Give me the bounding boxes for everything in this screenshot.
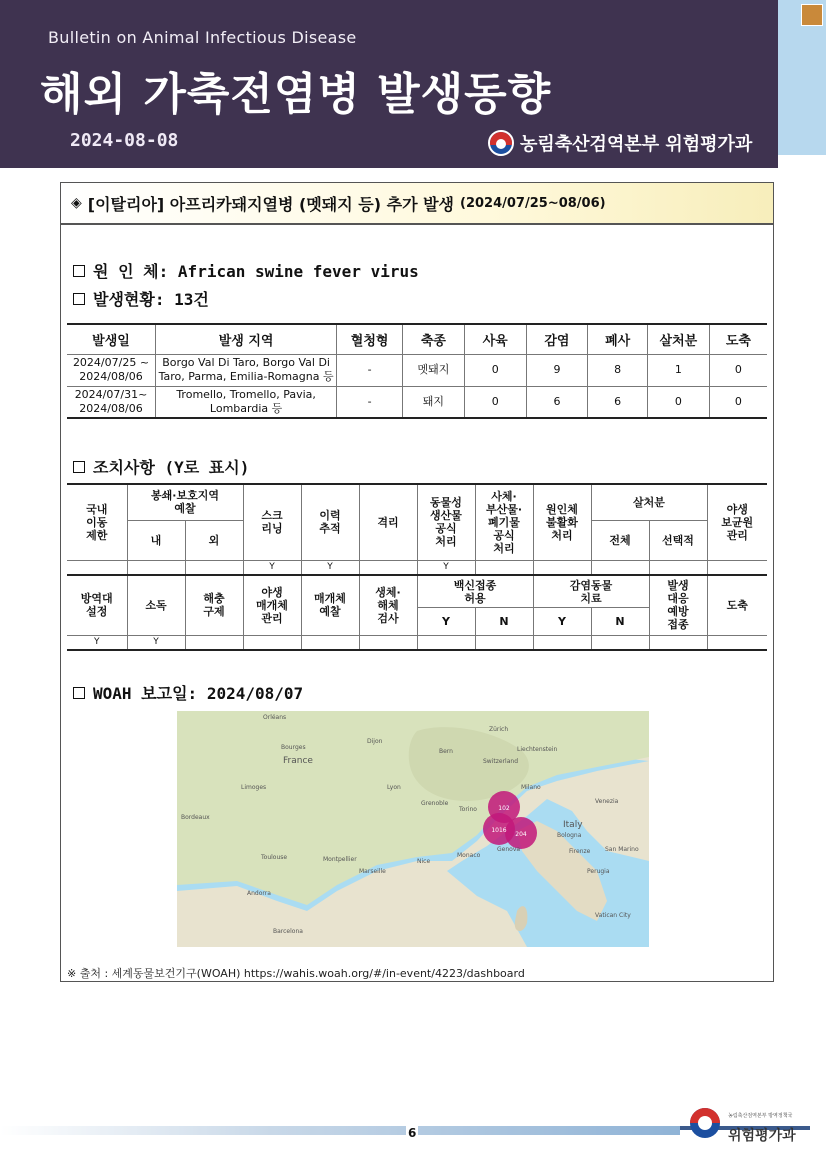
map-label: Torino [459,806,477,813]
measures-table [67,483,767,651]
col-header: 사육 [464,324,526,354]
carcass-header: 사체· 부산물· 폐기물 공식 처리 [475,484,533,560]
report-box [60,182,774,982]
measure-cell [591,635,649,650]
woah-value: 2024/08/07 [206,684,304,703]
measure-cell: Y [67,635,127,650]
cluster-label: 204 [515,831,527,838]
measure-cell [301,635,359,650]
measure-cell [127,560,185,575]
header-corner-square [801,4,823,26]
status-value: 13건 [174,290,209,309]
measure-cell [359,560,417,575]
woah-line [73,681,303,704]
outer-header: 외 [185,520,243,560]
vaccine-n-header: N [475,608,533,635]
zone-header: 방역대 설정 [67,575,127,635]
map-label: Grenoble [421,800,449,807]
treat-n-header: N [591,608,649,635]
measure-cell [475,560,533,575]
map-label: Limoges [241,784,267,791]
infected-cell: 9 [526,354,588,386]
map-label: Nice [417,858,431,865]
cluster-label: 102 [498,805,510,812]
diamond-bullet-icon: ◈ [71,195,82,211]
footer-agency-name: 위험평가과 [728,1128,796,1144]
treat-y-header: Y [533,608,591,635]
treatment-header: 감염동물 치료 [533,575,649,608]
col-header: 발생 지역 [156,324,337,354]
serotype-cell: - [337,354,403,386]
measure-cell [475,635,533,650]
infected-cell: 6 [526,386,588,418]
region-cell: Tromello, Tromello, Pavia, Lombardia 등 [156,386,337,418]
col-header: 도축 [709,324,767,354]
map-label: Bourges [281,744,306,751]
wild-vector-header: 야생 매개체 관리 [243,575,301,635]
date-cell: 2024/07/25 ~ 2024/08/06 [67,354,156,386]
measure-cell [533,560,591,575]
measure-cell [591,560,649,575]
map-label: San Marino [605,846,639,853]
status-label: 발생현황: [93,290,165,309]
measure-cell [417,635,475,650]
inner-header: 내 [127,520,185,560]
page-number: 6 [408,1126,417,1140]
slaughtered-cell: 0 [709,386,767,418]
bio-inspection-header: 생체· 해체 검사 [359,575,417,635]
map-label: Lyon [387,784,401,791]
checkbox-square-icon [73,293,85,305]
col-header: 발생일 [67,324,156,354]
section-date-range: (2024/07/25~08/06) [460,195,606,211]
woah-label: WOAH 보고일: [93,684,198,703]
culled-cell: 0 [648,386,710,418]
table-row [67,386,767,418]
prevention-header: 발생 대응 예방 접종 [649,575,707,635]
disinfect-header: 소독 [127,575,185,635]
map-label: Marseille [359,868,386,875]
col-header: 축종 [403,324,465,354]
map-label: Barcelona [273,928,303,935]
measure-cell: Y [301,560,359,575]
vaccine-header: 백신접종 허용 [417,575,533,608]
measure-cell [649,560,707,575]
section-title-bar [61,183,773,225]
cull-selective-header: 선택적 [649,520,707,560]
measures-label: 조치사항 (Y로 표시) [93,458,250,477]
vector-surveillance-header: 매개체 예찰 [301,575,359,635]
map-label: Perugia [587,868,610,875]
col-header: 폐사 [588,324,648,354]
map-label: Bern [439,748,453,755]
table-header-row [67,484,767,520]
measure-cell: Y [417,560,475,575]
status-line [73,287,209,310]
source-footnote: ※ 출처 : 세계동물보건기구(WOAH) https://wahis.woah.org/#/in-event/4223/dashboard [67,967,525,980]
bulletin-date: 2024-08-08 [70,130,179,151]
containment-header: 봉쇄·보호지역 예찰 [127,484,243,520]
culled-cell: 1 [648,354,710,386]
pathogen-value: African swine fever virus [177,262,419,281]
taegeuk-logo-icon [488,130,514,156]
map-label: Vatican City [595,912,631,919]
table-row [67,635,767,650]
footer-agency-sub: 농림축산검역본부 방역정책국 [728,1113,793,1119]
map-label: Dijon [367,738,383,745]
bulletin-subtitle: Bulletin on Animal Infectious Disease [48,28,357,47]
serotype-cell: - [337,386,403,418]
footer-logo-icon [690,1108,720,1138]
measure-cell [359,635,417,650]
map-label: Orléans [263,714,287,721]
col-header: 혈청형 [337,324,403,354]
isolation-header: 격리 [359,484,417,560]
byproduct-header: 동물성 생산물 공식 처리 [417,484,475,560]
map-label: Bologna [557,832,582,839]
map-label: Zürich [489,726,509,733]
corsica-shape [515,906,528,931]
map-label: Venezia [595,798,619,805]
col-header: 감염 [526,324,588,354]
measure-cell: Y [243,560,301,575]
outbreak-table [67,323,767,419]
species-cell: 돼지 [403,386,465,418]
wildlife-header: 야생 보균원 관리 [707,484,767,560]
dead-cell: 6 [588,386,648,418]
map-label: Montpellier [323,856,357,863]
page-title: 해외 가축전염병 발생동향 [40,69,552,120]
measure-cell: Y [127,635,185,650]
outbreak-map[interactable] [177,711,649,947]
measure-cell [185,635,243,650]
map-label: France [283,756,313,766]
map-svg [177,711,649,947]
cluster-label: 1016 [491,827,507,834]
culling-header: 살처분 [591,484,707,520]
map-label: Andorra [247,890,271,897]
map-label: Bordeaux [181,814,210,821]
slaughter-header: 도축 [707,575,767,635]
table-row [67,560,767,575]
region-cell: Borgo Val Di Taro, Borgo Val Di Taro, Parma, Emilia-Romagna 등 [156,354,337,386]
cull-all-header: 전체 [591,520,649,560]
measure-cell [67,560,127,575]
map-label: Firenze [569,848,591,855]
table-header-row [67,575,767,608]
vaccine-y-header: Y [417,608,475,635]
checkbox-square-icon [73,461,85,473]
domestic-restriction-header: 국내 이동 제한 [67,484,127,560]
checkbox-square-icon [73,265,85,277]
pathogen-line [73,259,419,282]
map-label: Milano [521,784,541,791]
measure-cell [707,560,767,575]
footer-gradient-line [0,1126,680,1135]
measure-cell [649,635,707,650]
species-cell: 멧돼지 [403,354,465,386]
agency-name: 농림축산검역본부 위험평가과 [520,134,753,155]
checkbox-square-icon [73,687,85,699]
raised-cell: 0 [464,354,526,386]
map-label: Toulouse [261,854,288,861]
trace-header: 이력 추적 [301,484,359,560]
measures-line [73,455,249,478]
inactivation-header: 원인체 불활화 처리 [533,484,591,560]
map-label: Switzerland [483,758,518,765]
col-header: 살처분 [648,324,710,354]
pest-header: 해충 구제 [185,575,243,635]
section-title: [이탈리아] 아프리카돼지열병 (멧돼지 등) 추가 발생 [87,194,455,214]
screening-header: 스크 리닝 [243,484,301,560]
map-label: Italy [563,820,583,830]
measure-cell [243,635,301,650]
slaughtered-cell: 0 [709,354,767,386]
measure-cell [707,635,767,650]
table-row [67,354,767,386]
date-cell: 2024/07/31~ 2024/08/06 [67,386,156,418]
dead-cell: 8 [588,354,648,386]
map-label: Liechtenstein [517,746,558,753]
map-label: Monaco [457,852,481,859]
table-header-row [67,324,767,354]
measure-cell [533,635,591,650]
pathogen-label: 원 인 체: [93,262,169,281]
raised-cell: 0 [464,386,526,418]
agency-badge [488,130,752,156]
measure-cell [185,560,243,575]
map-label: Genova [497,846,521,853]
